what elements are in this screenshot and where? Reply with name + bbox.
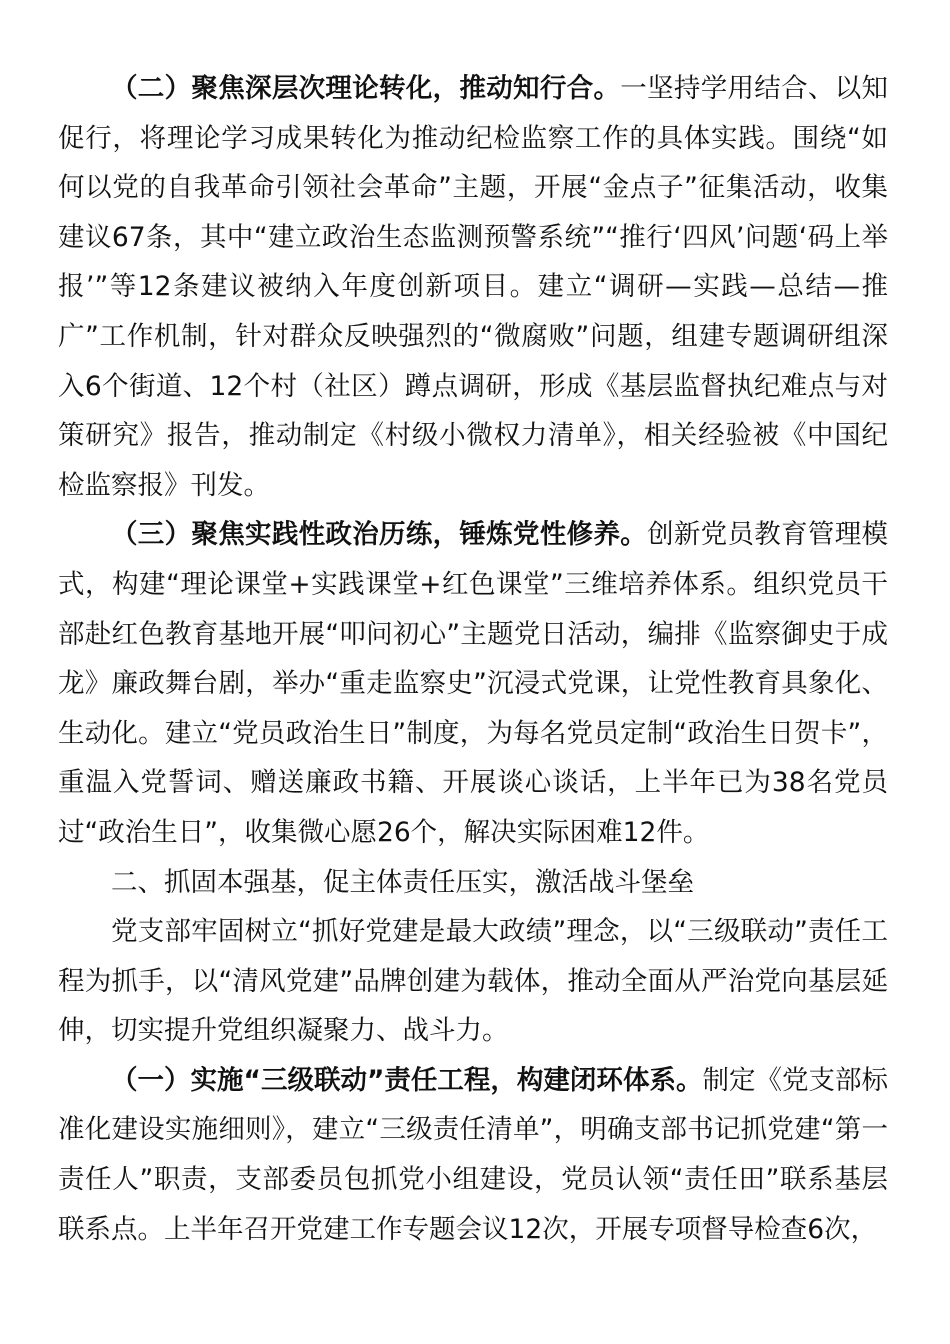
chapter-heading-text: 二、抓固本强基，促主体责任压实，激活战斗堡垒 xyxy=(111,866,694,898)
paragraph-section-3 xyxy=(58,510,888,857)
paragraph-heading: （一）实施“三级联动”责任工程，构建闭环体系。 xyxy=(111,1064,703,1096)
paragraph-section-2 xyxy=(58,64,888,510)
paragraph-text: 党支部牢固树立“抓好党建是最大政绩”理念，以“三级联动”责任工程为抓手，以“清风党建”品牌创建为载体，推动全面从严治党向基层延伸，切实提升党组织凝聚力、战斗力。 xyxy=(58,916,888,1047)
chapter-heading xyxy=(58,858,888,908)
paragraph-text: 制定《党支部标准化建设实施细则》，建立“三级责任清单”，明确支部书记抓党建“第一责任人”职责，支部委员包抓党小组建设，党员认领“责任田”联系基层联系点。上半年召开党建工作专题会议12次，开展专项督导检查6次， xyxy=(58,1064,889,1245)
paragraph-section-1 xyxy=(58,1056,888,1254)
document-body xyxy=(58,64,888,1254)
paragraph-text: 创新党员教育管理模式，构建“理论课堂+实践课堂+红色课堂”三维培养体系。组织党员干部赴红色教育基地开展“叩问初心”主题党日活动，编排《监察御史于成龙》廉政舞台剧，举办“重走监察史”沉浸式党课，让党性教育具象化、生动化。建立“党员政治生日”制度，为每名党员定制“政治生日贺卡”，重温入党誓词、赠送廉政书籍、开展谈心谈话，上半年已为38名党员过“政治生日”，收集微心愿26个，解决实际困难12件。 xyxy=(58,519,889,848)
paragraph-intro xyxy=(58,907,888,1056)
paragraph-text: 一坚持学用结合、以知促行，将理论学习成果转化为推动纪检监察工作的具体实践。围绕“如何以党的自我革命引领社会革命”主题，开展“金点子”征集活动，收集建议67条，其中“建立政治生态监测预警系统”“推行‘四风’问题‘码上举报’”等12条建议被纳入年度创新项目。建立“调研—实践—总结—推广”工作机制，针对群众反映强烈的“微腐败”问题，组建专题调研组深入6个街道、12个村（社区）蹲点调研，形成《基层监督执纪难点与对策研究》报告，推动制定《村级小微权力清单》，相关经验被《中国纪检监察报》刊发。 xyxy=(58,73,889,501)
paragraph-heading: （二）聚焦深层次理论转化，推动知行合。 xyxy=(111,73,621,104)
paragraph-heading: （三）聚焦实践性政治历练，锤炼党性修养。 xyxy=(111,519,648,551)
